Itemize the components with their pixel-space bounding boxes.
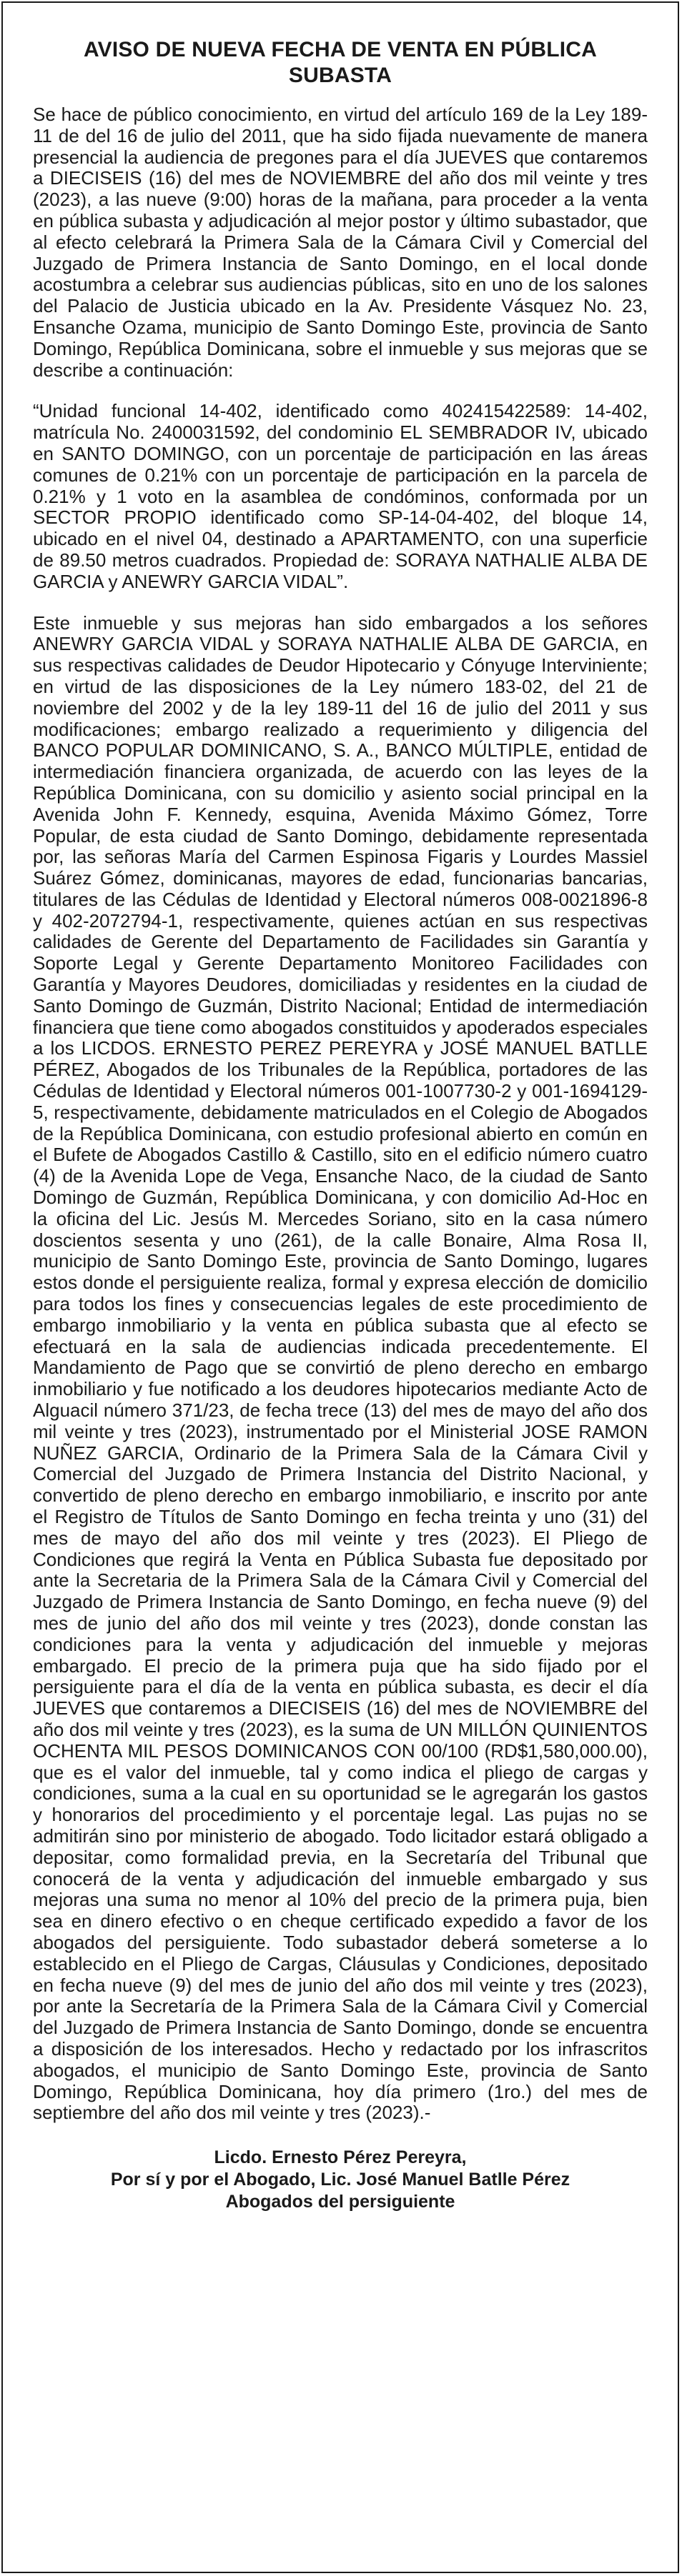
signature-line-2: Por sí y por el Abogado, Lic. José Manuel Batlle Pérez [110, 2170, 570, 2190]
notice-paragraph-details: Este inmueble y sus mejoras han sido embargados a los señores ANEWRY GARCIA VIDAL y SORAYA NATHALIE ALBA DE GARCIA, en sus respectivas calidades de Deudor Hipotecario y Cónyuge Interviniente; en virtud de las disposiciones de la Ley número 183-02, del 21 de noviembre del 2002 y de la ley 189-11 del 16 de julio del 2011 y sus modificaciones; embargo realizado a requerimiento y diligencia del BANCO POPULAR DOMINICANO, S. A., BANCO MÚLTIPLE, entidad de intermediación financiera organizada, de acuerdo con las leyes de la República Dominicana, con su domicilio y asiento social principal en la Avenida John F. Kennedy, esquina, Avenida Máximo Gómez, Torre Popular, de esta ciudad de Santo Domingo, debidamente representada por, las señoras María del Carmen Espinosa Figaris y Lourdes Massiel Suárez Gómez, dominicanas, mayores de edad, funcionarias bancarias, titulares de las Cédulas de Identidad y Electoral números 008-0021896-8 y 402-2072794-1, respectivamente, quienes actúan en sus respectivas calidades de Gerente del Departamento de Facilidades sin Garantía y Soporte Legal y Gerente Departamento Monitoreo Facilidades con Garantía y Mayores Deudores, domiciliadas y residentes en la ciudad de Santo Domingo de Guzmán, Distrito Nacional; Entidad de intermediación financiera que tiene como abogados constituidos y apoderados especiales a los LICDOS. ERNESTO PEREZ PEREYRA y JOSÉ MANUEL BATLLE PÉREZ, Abogados de los Tribunales de la República, portadores de las Cédulas de Identidad y Electoral números 001-1007730-2 y 001-1694129-5, respectivamente, debidamente matriculados en el Colegio de Abogados de la República Dominicana, con estudio profesional abierto en común en el Bufete de Abogados Castillo & Castillo, sito en el edificio número cuatro (4) de la Avenida Lope de Vega, Ensanche Naco, de la ciudad de Santo Domingo de Guzmán, República Dominicana, y con domicilio Ad-Hoc en la oficina del Lic. Jesús M. Mercedes Soriano, sito en la casa número doscientos sesenta y uno (261), de la calle Bonaire, Alma Rosa II, municipio de Santo Domingo Este, provincia de Santo Domingo, lugares estos donde el persiguiente realiza, formal y expresa elección de domicilio para todos los fines y consecuencias legales de este procedimiento de embargo inmobiliario y la venta en pública subasta que al efecto se efectuará en la sala de audiencias indicada precedentemente. El Mandamiento de Pago que se convirtió de pleno derecho en embargo inmobiliario y fue notificado a los deudores hipotecarios mediante Acto de Alguacil número 371/23, de fecha trece (13) del mes de mayo del año dos mil veinte y tres (2023), instrumentado por el Ministerial JOSE RAMON NUÑEZ GARCIA, Ordinario de la Primera Sala de la Cámara Civil y Comercial del Juzgado de Primera Instancia del Distrito Nacional, y convertido de pleno derecho en embargo inmobiliario, e inscrito por ante el Registro de Títulos de Santo Domingo en fecha treinta y uno (31) del mes de mayo del año dos mil veinte y tres (2023). El Pliego de Condiciones que regirá la Venta en Pública Subasta fue depositado por ante la Secretaria de la Primera Sala de la Cámara Civil y Comercial del Juzgado de Primera Instancia de Santo Domingo, en fecha nueve (9) del mes de junio del año dos mil veinte y tres (2023), donde constan las condiciones para la venta y adjudicación del inmueble y mejoras embargado. El precio de la primera puja que ha sido fijado por el persiguiente para el día de la venta en pública subasta, es decir el día JUEVES que contaremos a DIECISEIS (16) del mes de NOVIEMBRE del año dos mil veinte y tres (2023), es la suma de UN MILLÓN QUINIENTOS OCHENTA MIL PESOS DOMINICANOS CON 00/100 (RD$1,580,000.00), que es el valor del inmueble, tal y como indica el pliego de cargas y condiciones, suma a la cual en su oportunidad se le agregarán los gastos y honorarios del procedimiento y el porcentaje legal. Las pujas no se admitirán sino por ministerio de abogado. Todo licitador estará obligado a depositar, como formalidad previa, en la Secretaría del Tribunal que conocerá de la venta y adjudicación del inmueble embargado y sus mejoras una suma no menor al 10% del precio de la primera puja, bien sea en dinero efectivo o en cheque certificado expedido a favor de los abogados del persiguiente. Todo subastador deberá someterse a lo establecido en el Pliego de Cargas, Cláusulas y Condiciones, depositado en fecha nueve (9) del mes de junio del año dos mil veinte y tres (2023), por ante la Secretaría de la Primera Sala de la Cámara Civil y Comercial del Juzgado de Primera Instancia de Santo Domingo, donde se encuentra a disposición de los interesados. Hecho y redactado por los infrascritos abogados, el municipio de Santo Domingo Este, provincia de Santo Domingo, República Dominicana, hoy día primero (1ro.) del mes de septiembre del año dos mil veinte y tres (2023).- [33, 611, 648, 2124]
notice-frame [1, 1, 679, 2573]
notice-paragraph-property: “Unidad funcional 14-402, identificado como 402415422589: 14-402, matrícula No. 2400031592, del condominio EL SEMBRADOR IV, ubicado en SANTO DOMINGO, con un porcentaje de participación en las áreas comunes de 0.21% con un porcentaje de participación en la parcela de 0.21% y 1 voto en la asamblea de condóminos, conformada por un SECTOR PROPIO identificado como SP-14-04-402, del bloque 14, ubicado en el nivel 04, destinado a APARTAMENTO, con una superficie de 89.50 metros cuadrados. Propiedad de: SORAYA NATHALIE ALBA DE GARCIA y ANEWRY GARCIA VIDAL”. [33, 400, 648, 592]
signature-block [33, 2147, 648, 2213]
signature-name: Licdo. Ernesto Pérez Pereyra, [214, 2147, 467, 2168]
notice-paragraph-intro: Se hace de público conocimiento, en virtud del artículo 169 de la Ley 189-11 de del 16 de julio del 2011, que ha sido fijada nuevamente de manera presencial la audiencia de pregones para el día JUEVES que contaremos a DIECISEIS (16) del mes de NOVIEMBRE del año dos mil veinte y tres (2023), a las nueve (9:00) horas de la mañana, para proceder a la venta en pública subasta y adjudicación al mejor postor y último subastador, que al efecto celebrará la Primera Sala de la Cámara Civil y Comercial del Juzgado de Primera Instancia de Santo Domingo, en el local donde acostumbra a celebrar sus audiencias públicas, sito en uno de los salones del Palacio de Justicia ubicado en la Av. Presidente Vásquez No. 23, Ensanche Ozama, municipio de Santo Domingo Este, provincia de Santo Domingo, República Dominicana, sobre el inmueble y sus mejoras que se describe a continuación: [33, 104, 648, 381]
signature-line-3: Abogados del persiguiente [225, 2192, 455, 2212]
notice-title: AVISO DE NUEVA FECHA DE VENTA EN PÚBLICA SUBASTA [83, 38, 598, 87]
